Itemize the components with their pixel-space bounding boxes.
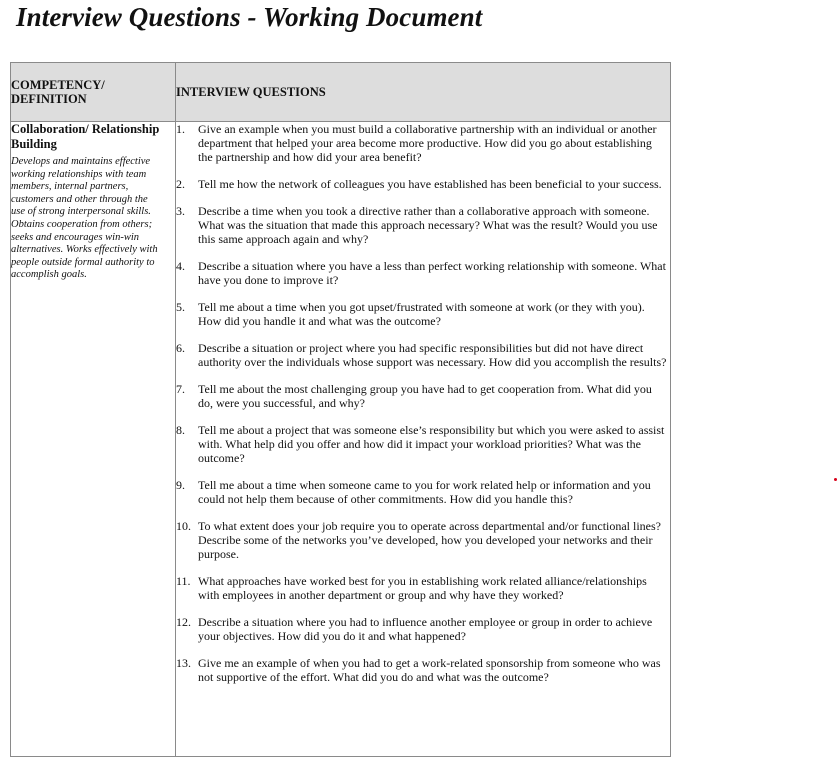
question-text: Give me an example of when you had to get a work-related sponsorship from someone who was not supportive of the effort. What did you do and what was the outcome? xyxy=(198,656,661,684)
question-item xyxy=(176,423,670,465)
competency-row xyxy=(11,122,671,757)
question-item xyxy=(176,204,670,246)
header-interview-questions xyxy=(176,63,671,122)
question-item xyxy=(176,519,670,561)
question-text: Describe a time when you took a directive rather than a collaborative approach with someone. What was the situation that made this approach necessary? What was the result? Would you use this same approach again and why? xyxy=(198,204,658,246)
questions-cell xyxy=(176,122,671,757)
question-item xyxy=(176,656,670,684)
question-number: 9. xyxy=(176,478,185,492)
competency-definition: Develops and maintains effective working relationships with team members, internal partners, customers and other through the use of strong interpersonal skills. Obtains cooperation from others; seeks and encourages win-win alternatives. Works effectively with people outside formal authority to accomplish goals. xyxy=(11,156,158,281)
question-number: 13. xyxy=(176,656,191,670)
question-text: Tell me about a time when you got upset/frustrated with someone at work (or they with you). How did you handle it and what was the outcome? xyxy=(198,300,645,328)
question-item xyxy=(176,259,670,287)
question-item xyxy=(176,574,670,602)
document-title: Interview Questions - Working Document xyxy=(16,2,483,32)
question-item xyxy=(176,478,670,506)
question-number: 8. xyxy=(176,423,185,437)
question-item xyxy=(176,341,670,369)
question-item xyxy=(176,177,670,191)
question-text: To what extent does your job require you to operate across departmental and/or functional lines? Describe some of the networks you’ve developed, how you developed your networks and their purpose. xyxy=(198,519,662,561)
question-text: Describe a situation where you have a less than perfect working relationship with someone. What have you done to improve it? xyxy=(198,259,666,287)
question-item xyxy=(176,382,670,410)
question-text: Give an example when you must build a collaborative partnership with an individual or another department that helped your area become more productive. How did you go about establishing the partnership and how did your area benefit? xyxy=(198,122,657,164)
question-text: Tell me about a project that was someone else’s responsibility but which you were asked to assist with. What help did you offer and how did it impact your workload priorities? What was the outcome? xyxy=(198,423,665,465)
table-header-row xyxy=(11,63,671,122)
competency-cell xyxy=(11,122,176,757)
question-number: 6. xyxy=(176,341,185,355)
question-number: 7. xyxy=(176,382,185,396)
question-text: Tell me how the network of colleagues you have established has been beneficial to your success. xyxy=(198,177,662,191)
questions-list xyxy=(176,122,670,684)
header-col1-label: COMPETENCY/ DEFINITION xyxy=(11,78,105,106)
question-number: 2. xyxy=(176,177,185,191)
question-number: 10. xyxy=(176,519,191,533)
question-item xyxy=(176,122,670,164)
question-item xyxy=(176,615,670,643)
question-number: 11. xyxy=(176,574,191,588)
question-number: 3. xyxy=(176,204,185,218)
question-number: 1. xyxy=(176,122,185,136)
question-text: What approaches have worked best for you in establishing work related alliance/relationships with employees in another department or group and why have they worked? xyxy=(198,574,647,602)
question-text: Describe a situation where you had to influence another employee or group in order to achieve your objectives. How did you do it and what happened? xyxy=(198,615,653,643)
interview-questions-table xyxy=(10,62,671,757)
header-col2-label: INTERVIEW QUESTIONS xyxy=(176,85,326,99)
competency-name: Collaboration/ Relationship Building xyxy=(11,122,160,151)
question-text: Tell me about the most challenging group you have had to get cooperation from. What did you do, were you successful, and why? xyxy=(198,382,652,410)
question-text: Describe a situation or project where you had specific responsibilities but did not have direct authority over the individuals whose support was necessary. How did you accomplish the results? xyxy=(198,341,667,369)
question-number: 5. xyxy=(176,300,185,314)
header-competency-definition xyxy=(11,63,176,122)
question-text: Tell me about a time when someone came to you for work related help or information and you could not help them because of other commitments. How did you handle this? xyxy=(198,478,651,506)
question-number: 12. xyxy=(176,615,191,629)
question-item xyxy=(176,300,670,328)
question-number: 4. xyxy=(176,259,185,273)
red-marker-dot xyxy=(834,478,837,481)
